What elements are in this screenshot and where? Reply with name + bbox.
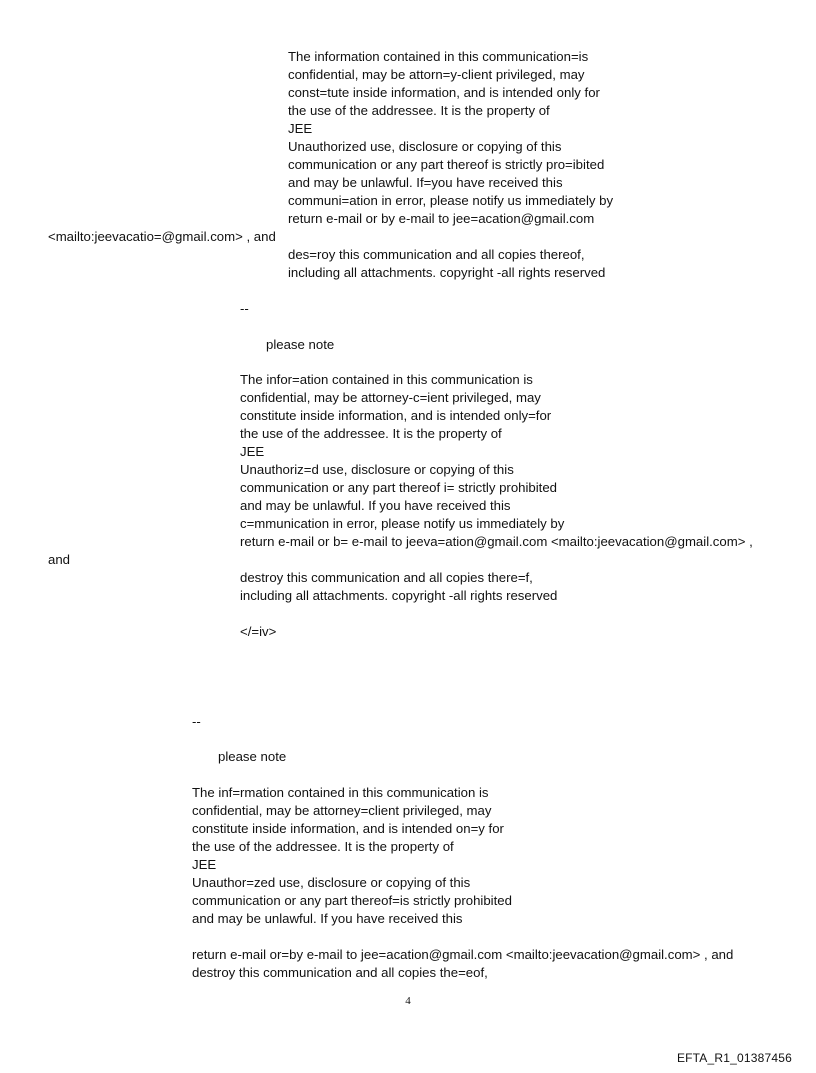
block1-line: including all attachments. copyright -all rights reserved <box>288 265 606 280</box>
block1-line: JEE <box>288 121 313 136</box>
block1-line: Unauthorized use, disclosure or copying of this <box>288 139 562 154</box>
block3-line: confidential, may be attorney=client privileged, may <box>192 803 492 818</box>
block1-wrap-line: <mailto:jeevacatio=@gmail.com> , and <box>48 229 276 244</box>
block1-line: des=roy this communication and all copies thereof, <box>288 247 585 262</box>
block1-line: communication or any part thereof is strictly pro=ibited <box>288 157 605 172</box>
block2-line: including all attachments. copyright -all rights reserved <box>240 588 558 603</box>
block3-line: JEE <box>192 857 217 872</box>
block2-line: destroy this communication and all copies there=f, <box>240 570 533 585</box>
block2-line: JEE <box>240 444 265 459</box>
block3-line: communication or any part thereof=is strictly prohibited <box>192 893 512 908</box>
block1-line: return e-mail or by e-mail to jee=acation@gmail.com <box>288 211 595 226</box>
block2-line: The infor=ation contained in this communication is <box>240 372 533 387</box>
block3-line: Unauthor=zed use, disclosure or copying of this <box>192 875 471 890</box>
block3-line: return e-mail or=by e-mail to jee=acation@gmail.com <mailto:jeevacation@gmail.com> , and <box>192 947 734 962</box>
block2-line: confidential, may be attorney-c=ient privileged, may <box>240 390 541 405</box>
block3-line: The inf=rmation contained in this communication is <box>192 785 489 800</box>
block3-line: destroy this communication and all copies the=eof, <box>192 965 488 980</box>
block1-line: the use of the addressee. It is the property of <box>288 103 550 118</box>
block2-line: Unauthoriz=d use, disclosure or copying of this <box>240 462 514 477</box>
block1-line: const=tute inside information, and is intended only for <box>288 85 600 100</box>
block2-line: and may be unlawful. If you have received this <box>240 498 511 513</box>
block1-line: and may be unlawful. If=you have received this <box>288 175 563 190</box>
block3-line: and may be unlawful. If you have received this <box>192 911 463 926</box>
bates-number: EFTA_R1_01387456 <box>676 1051 792 1065</box>
block2-line: c=mmunication in error, please notify us immediately by <box>240 516 565 531</box>
block1-line: communi=ation in error, please notify us immediately by <box>288 193 614 208</box>
block2-separator: -- <box>240 301 249 316</box>
block3-line: the use of the addressee. It is the property of <box>192 839 454 854</box>
block3-line: constitute inside information, and is intended on=y for <box>192 821 504 836</box>
block2-line: constitute inside information, and is intended only=for <box>240 408 552 423</box>
page-number: 4 <box>405 995 411 1007</box>
block3-heading: please note <box>218 749 287 764</box>
block3-separator: -- <box>192 714 201 729</box>
block2-line: return e-mail or b= e-mail to jeeva=ation@gmail.com <mailto:jeevacation@gmail.com> , <box>240 534 753 549</box>
block2-closing-tag: </=iv> <box>240 624 277 639</box>
block2-line: the use of the addressee. It is the property of <box>240 426 502 441</box>
block1-line: confidential, may be attorn=y-client privileged, may <box>288 67 585 82</box>
block2-heading: please note <box>266 337 335 352</box>
block2-line: communication or any part thereof i= strictly prohibited <box>240 480 558 495</box>
block2-wrap-line: and <box>48 552 71 567</box>
block1-line: The information contained in this communication=is <box>288 49 589 64</box>
